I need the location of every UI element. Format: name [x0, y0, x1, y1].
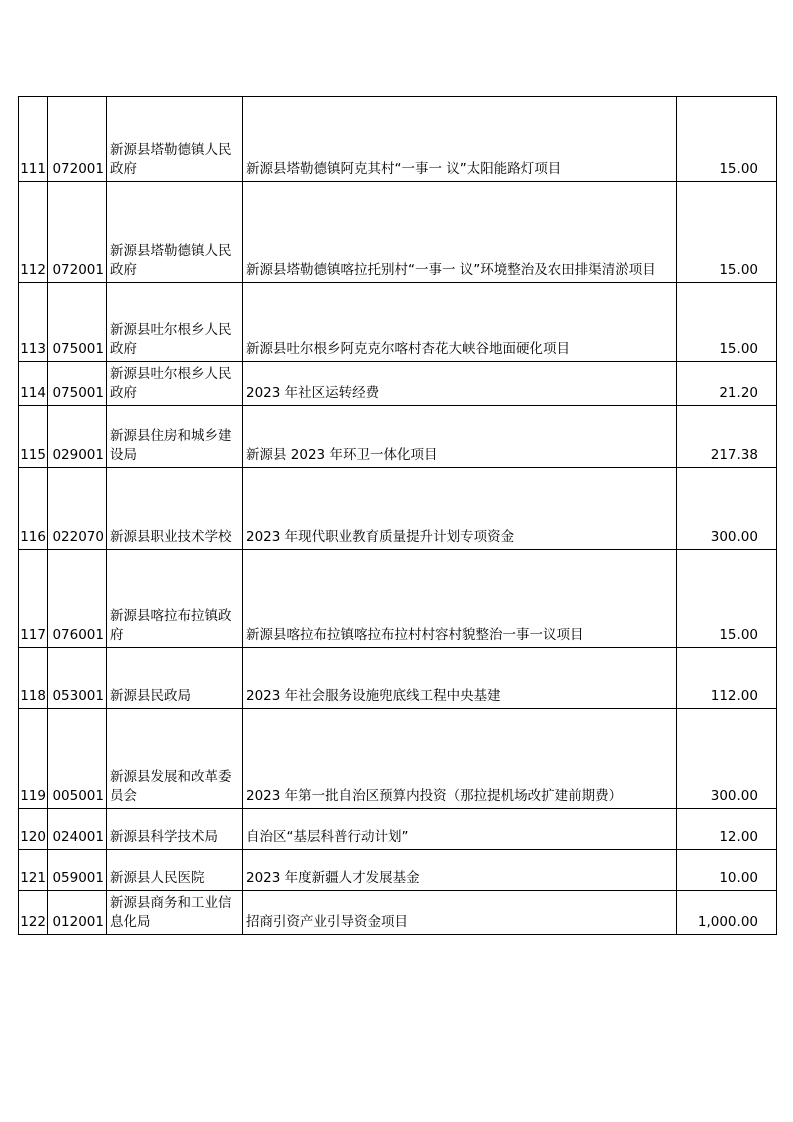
department-cell: 新源县科学技术局 — [107, 809, 243, 850]
unit-code-cell: 012001 — [48, 891, 107, 935]
department-cell: 新源县商务和工业信息化局 — [107, 891, 243, 935]
amount-cell: 12.00 — [677, 809, 777, 850]
table-row — [19, 891, 777, 935]
unit-code-cell: 024001 — [48, 809, 107, 850]
amount-cell: 15.00 — [677, 97, 777, 182]
unit-code-cell: 072001 — [48, 97, 107, 182]
department-cell: 新源县发展和改革委员会 — [107, 709, 243, 809]
unit-code-cell: 075001 — [48, 283, 107, 362]
project-name-cell: 新源县 2023 年环卫一体化项目 — [243, 406, 677, 468]
unit-code-cell: 053001 — [48, 648, 107, 709]
table-row — [19, 709, 777, 809]
table-row — [19, 362, 777, 406]
unit-code-cell: 075001 — [48, 362, 107, 406]
row-number-cell: 118 — [19, 648, 48, 709]
department-cell: 新源县吐尔根乡人民政府 — [107, 283, 243, 362]
project-name-cell: 2023 年现代职业教育质量提升计划专项资金 — [243, 468, 677, 550]
table-row — [19, 648, 777, 709]
amount-cell: 300.00 — [677, 709, 777, 809]
amount-cell: 217.38 — [677, 406, 777, 468]
project-name-cell: 2023 年度新疆人才发展基金 — [243, 850, 677, 891]
amount-cell: 15.00 — [677, 283, 777, 362]
row-number-cell: 122 — [19, 891, 48, 935]
row-number-cell: 117 — [19, 550, 48, 648]
row-number-cell: 113 — [19, 283, 48, 362]
department-cell: 新源县职业技术学校 — [107, 468, 243, 550]
table-body — [19, 97, 777, 935]
project-name-cell: 新源县吐尔根乡阿克克尔喀村杏花大峡谷地面硬化项目 — [243, 283, 677, 362]
project-name-cell: 新源县塔勒德镇阿克其村“一事一 议”太阳能路灯项目 — [243, 97, 677, 182]
unit-code-cell: 005001 — [48, 709, 107, 809]
department-cell: 新源县塔勒德镇人民政府 — [107, 97, 243, 182]
table-row — [19, 97, 777, 182]
table-row — [19, 809, 777, 850]
row-number-cell: 116 — [19, 468, 48, 550]
department-cell: 新源县民政局 — [107, 648, 243, 709]
project-name-cell: 新源县塔勒德镇喀拉托别村“一事一 议”环境整治及农田排渠清淤项目 — [243, 182, 677, 283]
amount-cell: 10.00 — [677, 850, 777, 891]
amount-cell: 15.00 — [677, 182, 777, 283]
department-cell: 新源县塔勒德镇人民政府 — [107, 182, 243, 283]
department-cell: 新源县喀拉布拉镇政府 — [107, 550, 243, 648]
project-name-cell: 新源县喀拉布拉镇喀拉布拉村村容村貌整治一事一议项目 — [243, 550, 677, 648]
project-name-cell: 招商引资产业引导资金项目 — [243, 891, 677, 935]
unit-code-cell: 022070 — [48, 468, 107, 550]
table-row — [19, 468, 777, 550]
table-row — [19, 550, 777, 648]
department-cell: 新源县人民医院 — [107, 850, 243, 891]
department-cell: 新源县住房和城乡建设局 — [107, 406, 243, 468]
row-number-cell: 121 — [19, 850, 48, 891]
amount-cell: 1,000.00 — [677, 891, 777, 935]
amount-cell: 15.00 — [677, 550, 777, 648]
unit-code-cell: 029001 — [48, 406, 107, 468]
amount-cell: 21.20 — [677, 362, 777, 406]
project-name-cell: 2023 年社区运转经费 — [243, 362, 677, 406]
project-name-cell: 2023 年第一批自治区预算内投资（那拉提机场改扩建前期费） — [243, 709, 677, 809]
budget-table — [18, 96, 777, 935]
amount-cell: 300.00 — [677, 468, 777, 550]
department-cell: 新源县吐尔根乡人民政府 — [107, 362, 243, 406]
amount-cell: 112.00 — [677, 648, 777, 709]
row-number-cell: 111 — [19, 97, 48, 182]
project-name-cell: 自治区“基层科普行动计划” — [243, 809, 677, 850]
row-number-cell: 119 — [19, 709, 48, 809]
unit-code-cell: 076001 — [48, 550, 107, 648]
unit-code-cell: 072001 — [48, 182, 107, 283]
table-row — [19, 406, 777, 468]
project-name-cell: 2023 年社会服务设施兜底线工程中央基建 — [243, 648, 677, 709]
table-row — [19, 850, 777, 891]
table-row — [19, 283, 777, 362]
table-row — [19, 182, 777, 283]
row-number-cell: 115 — [19, 406, 48, 468]
row-number-cell: 120 — [19, 809, 48, 850]
unit-code-cell: 059001 — [48, 850, 107, 891]
row-number-cell: 112 — [19, 182, 48, 283]
row-number-cell: 114 — [19, 362, 48, 406]
